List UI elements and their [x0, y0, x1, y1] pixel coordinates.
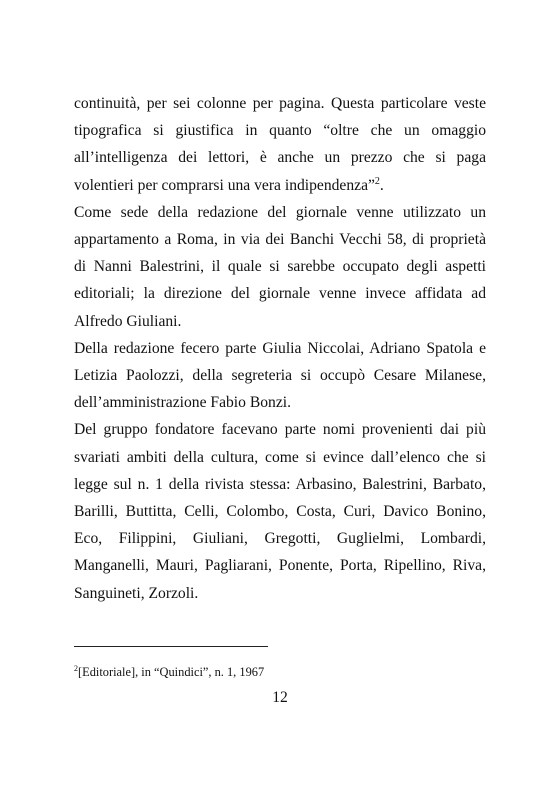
page-number: 12: [272, 689, 288, 706]
paragraph-4: Del gruppo fondatore facevano parte nomi provenienti dai più svariati ambiti della cultura, come si evince dall’elenco che si legge sul n. 1 della rivista stessa: Arbasino, Balestrini, Barbato, Barilli, Buttitta, Celli, Colombo, Costa, Curi, Davico Bonino, Eco, Filippini, Giuliani, Gregotti, Guglielmi, Lombardi, Manganelli, Mauri, Pagliarani, Ponente, Porta, Ripellino, Riva, Sanguineti, Zorzoli.: [74, 421, 486, 602]
footnote-divider: [74, 646, 268, 647]
paragraph-2: Come sede della redazione del giornale venne utilizzato un appartamento a Roma, in via dei Banchi Vecchi 58, di proprietà di Nanni Balestrini, il quale si sarebbe occupato degli aspetti editoriali; la direzione del giornale venne invece affidata ad Alfredo Giuliani.: [74, 203, 486, 330]
footnote-reference[interactable]: 2: [374, 175, 380, 187]
paragraph-3: Della redazione fecero parte Giulia Niccolai, Adriano Spatola e Letizia Paolozzi, della segreteria si occupò Cesare Milanese, dell’amministrazione Fabio Bonzi.: [74, 339, 486, 412]
paragraph-1-end: .: [379, 176, 384, 194]
footnote: [74, 664, 264, 680]
paragraph-1: [74, 90, 486, 199]
paragraph-1-text: continuità, per sei colonne per pagina. Questa particolare veste tipografica si giustifica in quanto “oltre che un omaggio all’intelligenza dei lettori, è anche un prezzo che si paga volentieri per comprarsi una vera indipendenza”: [74, 95, 486, 194]
footnote-text: [Editoriale], in “Quindici”, n. 1, 1967: [78, 665, 265, 679]
footnote-number: 2: [74, 664, 78, 673]
body-text: [74, 90, 486, 607]
